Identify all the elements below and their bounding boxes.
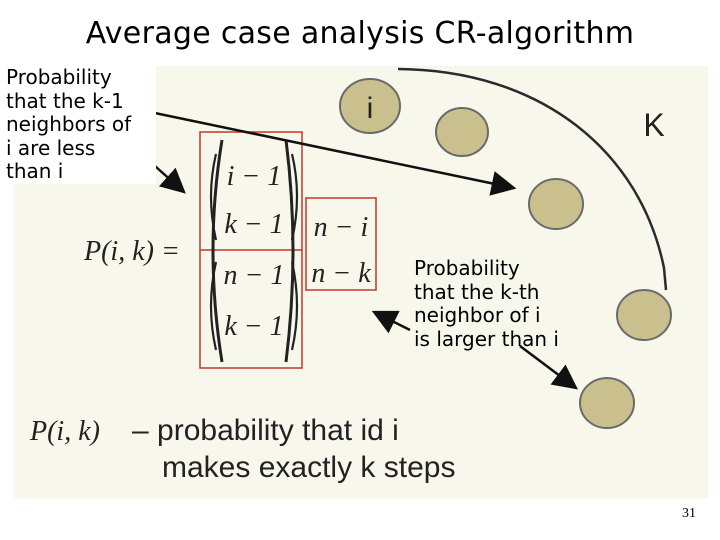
node-i-label: i	[366, 92, 374, 125]
note-left: Probability that the k-1 neighbors of i are less than i	[6, 66, 156, 184]
node-3	[529, 179, 583, 229]
description-symbol: P(i, k)	[30, 416, 100, 447]
binom1-bottom: k − 1	[224, 209, 284, 240]
node-2	[436, 108, 488, 156]
description-line2: makes exactly k steps	[162, 451, 456, 484]
slide-title: Average case analysis CR-algorithm	[85, 16, 635, 51]
binom2-top: n − 1	[223, 260, 285, 291]
page-number: 31	[682, 506, 696, 521]
outer-paren-left	[213, 140, 222, 362]
outer-paren-right	[286, 140, 293, 362]
binom2-bottom: k − 1	[224, 311, 284, 342]
node-4	[617, 290, 671, 340]
arrow-note-right-to-node	[520, 346, 576, 388]
description-line1: – probability that id i	[132, 414, 399, 447]
frac-top: n − i	[313, 212, 369, 243]
note-right: Probability that the k-th neighbor of i is larger than i	[414, 256, 559, 351]
frac-bottom: n − k	[311, 258, 371, 289]
formula-lhs: P(i, k) =	[84, 236, 180, 267]
node-5	[580, 378, 634, 428]
binom1-top: i − 1	[226, 161, 282, 192]
k-label: K	[643, 107, 665, 143]
arrow-note-right-to-fraction	[374, 312, 410, 330]
